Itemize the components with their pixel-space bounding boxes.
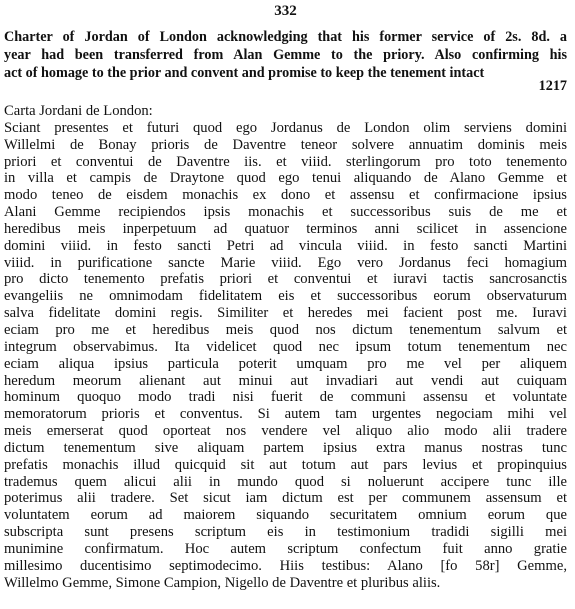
heading-line: Charter of Jordan of London acknowledging that his former service of 2s. 8d. a xyxy=(4,29,567,45)
text-line: domini viiid. in festo sancti Petri ad vincula viiid. in festo sancti Martini xyxy=(4,237,567,254)
text-line: salva fidelitate domini regis. Similiter et heredes mei facient post me. Iuravi xyxy=(4,305,567,322)
text-line: prefatis monachis illud quicquid sit aut totum aut pars levius et propinquius xyxy=(4,456,567,473)
text-line: Sciant presentes et futuri quod ego Jordanus de London olim serviens domini xyxy=(4,119,567,136)
text-line: eciam pro me et heredibus meis quod nos dictum tenementum salvum et xyxy=(4,321,567,338)
text-line: viiid. in purificatione sancte Marie viiid. Ego vero Jordanus feci homagium xyxy=(4,254,567,271)
text-line: memoratorum prioris et conventus. Si autem tam urgentes negociam mihi vel xyxy=(4,406,567,423)
text-line: voluntatem eorum ad maiorem siquando securitatem omnium eorum que xyxy=(4,507,567,524)
text-line: heredum meorum alienant aut minui aut invadiari aut vendi aut cuiquam xyxy=(4,372,567,389)
text-line: heredibus meis inperpetuum ad quatuor terminos anni scilicet in assencione xyxy=(4,220,567,237)
text-line: poterimus alii tradere. Set sicut iam dictum est per communem assensum et xyxy=(4,490,567,507)
heading-line: act of homage to the prior and convent and promise to keep the tenement intact xyxy=(4,65,485,81)
text-line: hominum quoquo modo tradi nisi fuerit de communi assensu et voluntate xyxy=(4,389,567,406)
document-page xyxy=(4,0,567,609)
document-heading xyxy=(4,28,567,82)
heading-line: year had been transferred from Alan Gemme to the priory. Also confirming his xyxy=(4,47,567,63)
text-line: trademus quem alicui alii in mundo quod si noluerunt accipere tunc ille xyxy=(4,473,567,490)
text-line: munimine confirmatum. Hoc autem scriptum confectum fuit anno gratie xyxy=(4,540,567,557)
text-line: pro dicto tenemento prefatis priori et conventui et iuravi tactis sancrosanctis xyxy=(4,271,567,288)
text-line: meis emerserat quod oporteat nos vendere vel aliquo alio modo alii tradere xyxy=(4,423,567,440)
text-line: priori et conventui de Daventre iis. et viiid. sterlingorum pro toto tenemento xyxy=(4,153,567,170)
charter-intro: Carta Jordani de London: xyxy=(4,103,153,119)
text-line: modo teneo de eisdem monachis ex dono et assensu et confirmacione ipsius xyxy=(4,187,567,204)
text-line: Alani Gemme recipiendos ipsis monachis et successoribus suis de me et xyxy=(4,204,567,221)
text-line: millesimo ducentisimo septimodecimo. Hiis testibus: Alano [fo 58r] Gemme, xyxy=(4,557,567,574)
text-line: Willelmo Gemme, Simone Campion, Nigello de Daventre et pluribus aliis. xyxy=(4,574,441,591)
document-date: 1217 xyxy=(538,78,567,94)
text-line: dictum tenementum sive aliquam partem ipsius extra manus nostras tunc xyxy=(4,439,567,456)
text-line: evangeliis ne omnimodam fidelitatem eis et successoribus eorum observaturum xyxy=(4,288,567,305)
text-line: subscripta sunt presens scriptum eis in testimonium tradidi sigilli mei xyxy=(4,524,567,541)
text-line: in villa et campis de Draytone quod ego tenui aliquando de Alano Gemme et xyxy=(4,170,567,187)
document-number: 332 xyxy=(274,3,297,19)
text-line: eciam aliqua ipsius particula poterit umquam pro me vel per aliquem xyxy=(4,355,567,372)
charter-text xyxy=(4,103,567,591)
text-line: Willelmi de Bonay prioris de Daventre teneor solvere annuatim dominis meis xyxy=(4,136,567,153)
text-line: integrum observabimus. Ita videlicet quod nec ipsum totum tenementum nec xyxy=(4,338,567,355)
